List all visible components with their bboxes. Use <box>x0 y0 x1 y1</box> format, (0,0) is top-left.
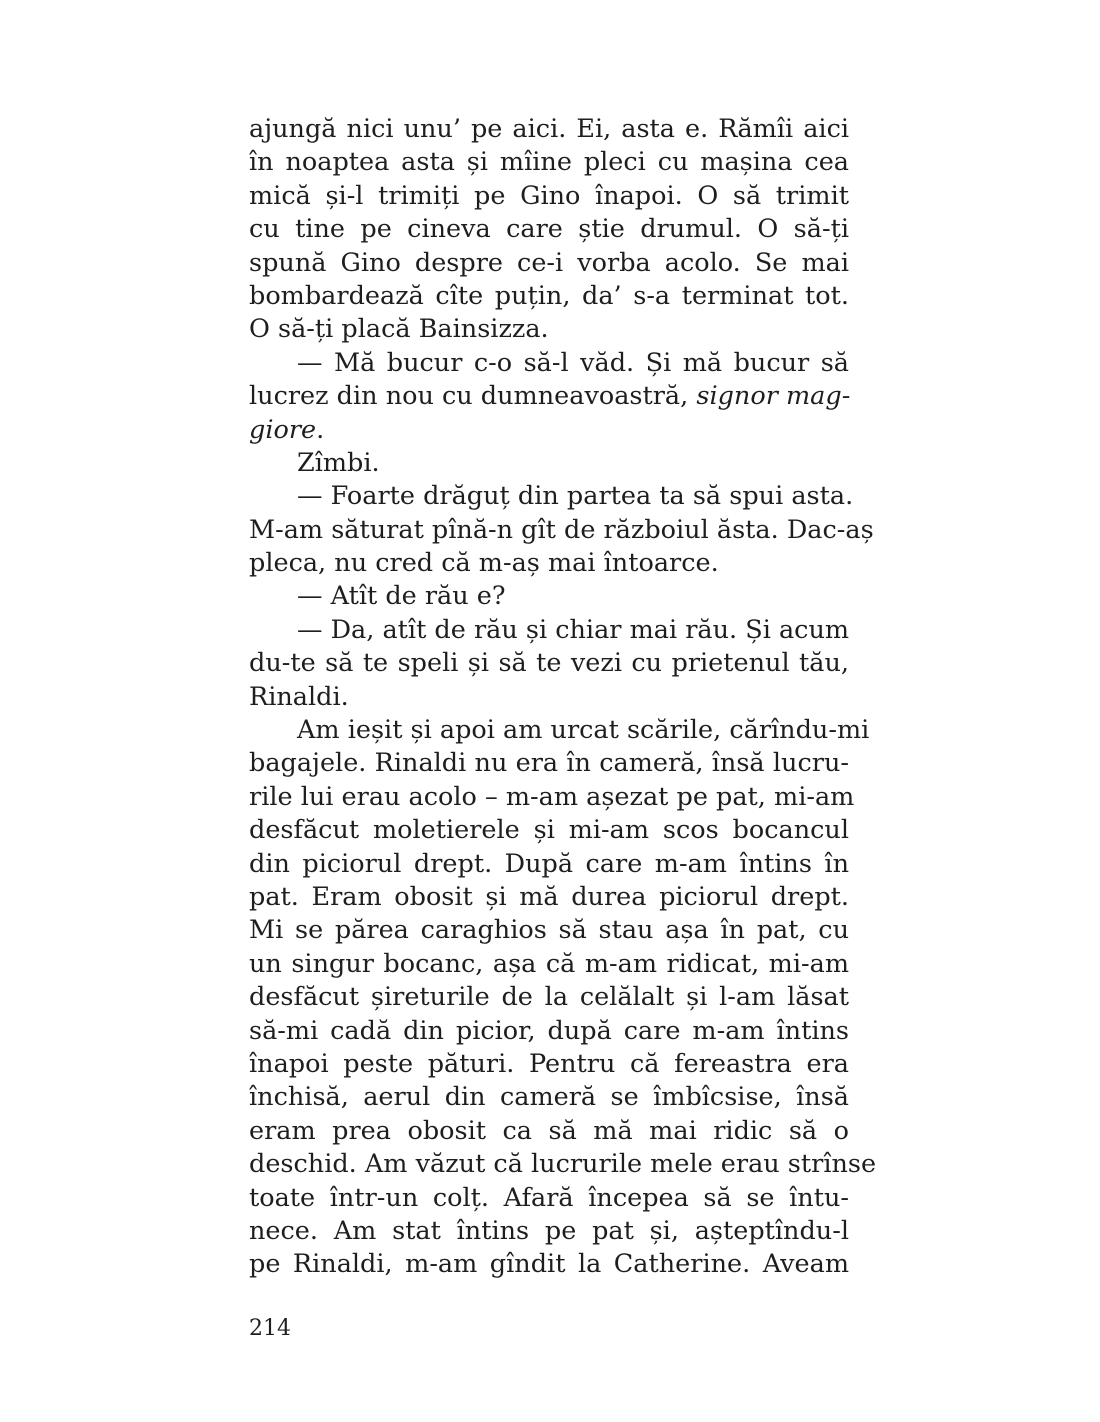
text-line <box>249 781 855 814</box>
text-line <box>249 1148 877 1181</box>
line-text: mică și-l trimiți pe Gino înapoi. O să trimit <box>249 180 849 211</box>
page-number: 214 <box>249 1316 291 1341</box>
text-line <box>249 981 849 1014</box>
line-text: bombardează cîte puțin, da’ s-a terminat tot. <box>249 280 849 311</box>
text-line <box>249 1048 849 1081</box>
line-text: toate într-un colț. Afară începea să se întu- <box>249 1182 849 1213</box>
line-text: să-mi cadă din picior, după care m-am întins <box>249 1015 849 1046</box>
text-line <box>249 547 849 580</box>
text-line <box>249 180 849 213</box>
line-text: O să-ți placă Bainsizza. <box>249 314 549 345</box>
line-text: Rinaldi. <box>249 681 349 712</box>
text-line <box>249 814 849 847</box>
text-line <box>249 213 849 246</box>
line-text: deschid. Am văzut că lucrurile mele erau strînse <box>249 1149 877 1180</box>
line-text: eram prea obosit ca să mă mai ridic să o <box>249 1115 849 1146</box>
text-line <box>249 414 849 447</box>
line-text: — Da, atît de rău și chiar mai rău. Și acum <box>297 614 850 645</box>
line-text: bagajele. Rinaldi nu era în cameră, însă lucru- <box>249 748 849 779</box>
line-text: Zîmbi. <box>297 447 380 478</box>
text-line <box>249 647 849 680</box>
text-line <box>249 681 849 714</box>
text-line <box>249 1015 849 1048</box>
line-text: rile lui erau acolo – m-am așezat pe pat, mi-am <box>249 781 855 812</box>
line-text: nece. Am stat întins pe pat și, așteptîndu-l <box>249 1215 849 1246</box>
text-line <box>249 113 849 146</box>
line-text: pe Rinaldi, m-am gîndit la Catherine. Aveam <box>249 1249 849 1280</box>
text-line <box>249 280 849 313</box>
line-text: închisă, aerul din cameră se îmbîcsise, însă <box>249 1082 849 1113</box>
text-line <box>249 714 870 747</box>
line-text: din piciorul drept. După care m-am întins în <box>249 848 849 879</box>
line-text: pat. Eram obosit și mă durea piciorul drept. <box>249 881 849 912</box>
text-line <box>249 447 849 480</box>
line-text: Am ieșit și apoi am urcat scările, cărîndu-mi <box>297 715 870 746</box>
line-text: pleca, nu cred că m-aș mai întoarce. <box>249 548 719 579</box>
text-line <box>249 247 849 280</box>
text-line <box>249 948 849 981</box>
text-line <box>249 1182 849 1215</box>
line-text: — Foarte drăguț din partea ta să spui asta. <box>297 481 854 512</box>
text-line <box>249 313 849 346</box>
line-text: . <box>316 414 325 445</box>
text-line <box>249 380 849 413</box>
italic-text: giore <box>249 414 317 445</box>
text-line <box>249 914 849 947</box>
line-text: spună Gino despre ce-i vorba acolo. Se mai <box>249 247 849 278</box>
text-line <box>249 747 849 780</box>
line-text: ajungă nici unu’ pe aici. Ei, asta e. Rămîi aici <box>249 114 849 144</box>
text-line <box>249 614 849 647</box>
line-text: desfăcut moletierele și mi-am scos bocancul <box>249 815 849 846</box>
text-line <box>249 480 854 513</box>
line-text: desfăcut șireturile de la celălalt și l-am lăsat <box>249 982 849 1013</box>
line-text: du-te să te speli și să te vezi cu prietenul tău, <box>249 648 849 679</box>
line-text: lucrez din nou cu dumneavoastră, <box>249 381 697 412</box>
line-text: cu tine pe cineva care știe drumul. O să-ți <box>249 214 849 245</box>
page-body <box>249 113 877 1282</box>
line-text: — Atît de rău e? <box>297 581 506 612</box>
text-line <box>249 347 849 380</box>
text-line <box>249 881 849 914</box>
text-line <box>249 1081 849 1114</box>
text-line <box>249 1248 849 1281</box>
line-text: înapoi peste pături. Pentru că fereastra era <box>249 1048 849 1079</box>
line-text: în noaptea asta și mîine pleci cu mașina cea <box>249 147 849 178</box>
text-line <box>249 146 849 179</box>
text-line <box>249 1115 849 1148</box>
text-line <box>249 848 849 881</box>
text-line <box>249 1215 849 1248</box>
line-text: un singur bocanc, așa că m-am ridicat, mi-am <box>249 948 849 979</box>
line-text: Mi se părea caraghios să stau așa în pat, cu <box>249 915 849 946</box>
italic-text: signor mag- <box>696 381 851 412</box>
line-text: M-am săturat pînă-n gît de războiul ăsta. Dac-aș <box>249 514 874 545</box>
text-line <box>249 580 849 613</box>
text-line <box>249 514 874 547</box>
line-text: — Mă bucur c-o să-l văd. Și mă bucur să <box>297 347 849 378</box>
